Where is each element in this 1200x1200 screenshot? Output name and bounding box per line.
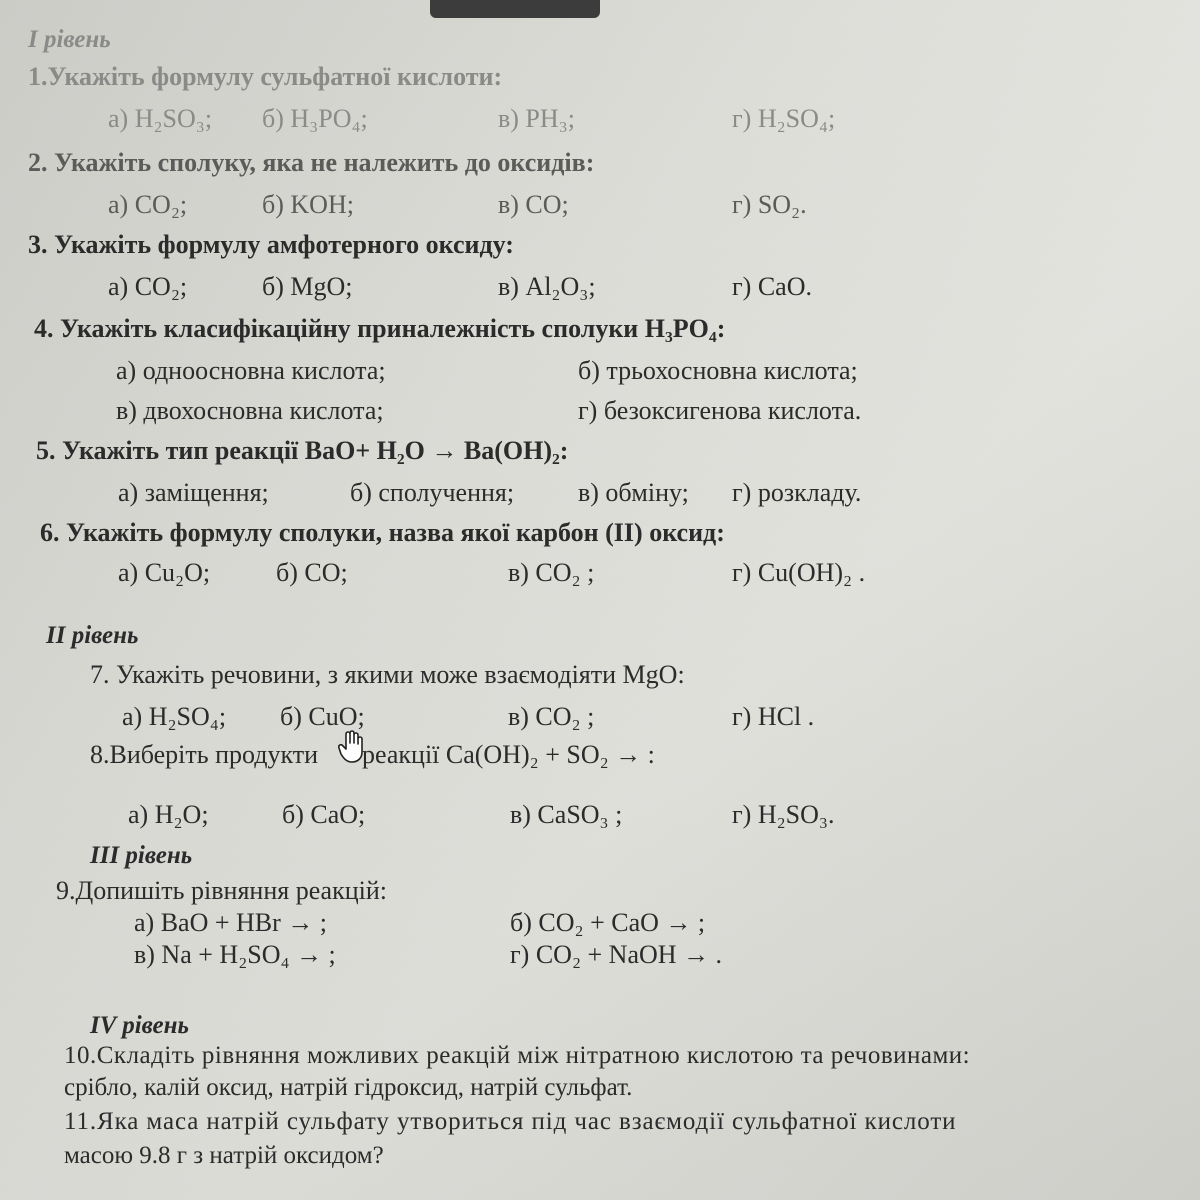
question-8-text-start: 8.Виберіть продукти xyxy=(90,740,319,769)
question-3-text: 3. Укажіть формулу амфотерного оксиду: xyxy=(28,230,514,259)
level-3-heading: III рівень xyxy=(90,842,193,869)
question-1-option-d: г) H₂SO₄; xyxy=(732,104,836,133)
question-9-option-d: г) CO₂ + NaOH → . xyxy=(510,940,723,969)
question-2-option-c: в) CO; xyxy=(498,190,569,219)
question-2-option-b: б) KOH; xyxy=(262,190,354,219)
question-2-text: 2. Укажіть сполуку, яка не належить до оксидів: xyxy=(28,148,595,177)
question-7-text: 7. Укажіть речовини, з якими може взаємодіяти MgO: xyxy=(90,660,685,689)
question-3-option-d: г) CaO. xyxy=(732,272,812,301)
question-7-option-a: а) H₂SO₄; xyxy=(122,702,227,731)
screen-top-bar xyxy=(430,0,600,18)
level-2-heading: II рівень xyxy=(46,622,139,649)
question-3-option-b: б) MgO; xyxy=(262,272,353,301)
question-1-text: 1.Укажіть формулу сульфатної кислоти: xyxy=(28,62,503,91)
question-5-option-a: а) заміщення; xyxy=(118,478,269,507)
question-5-option-b: б) сполучення; xyxy=(350,478,515,507)
question-6-option-c: в) CO₂ ; xyxy=(508,558,595,587)
question-8-option-a: а) H₂O; xyxy=(128,800,209,829)
question-1-option-b: б) H₃PO₄; xyxy=(262,104,368,133)
question-1-option-a: а) H₂SO₃; xyxy=(108,104,213,133)
question-11-line-1: 11.Яка маса натрій сульфату утвориться під час взаємодії сульфатної кислоти xyxy=(64,1108,957,1135)
question-1-option-c: в) PH₃; xyxy=(498,104,575,133)
question-8-option-c: в) CaSO₃ ; xyxy=(510,800,623,829)
question-6-text: 6. Укажіть формулу сполуки, назва якої карбон (II) оксид: xyxy=(40,518,725,547)
question-7-option-b: б) CuO; xyxy=(280,702,365,731)
level-4-heading: IV рівень xyxy=(90,1012,189,1039)
question-5-option-d: г) розкладу. xyxy=(732,478,862,507)
question-11-line-2: масою 9.8 г з натрій оксидом? xyxy=(64,1142,384,1169)
question-6-option-a: а) Cu₂O; xyxy=(118,558,211,587)
question-10-line-1: 10.Складіть рівняння можливих реакцій між нітратною кислотою та речовинами: xyxy=(64,1042,971,1069)
question-9-option-c: в) Na + H₂SO₄ → ; xyxy=(134,940,336,969)
question-3-option-a: а) CO₂; xyxy=(108,272,188,301)
question-6-option-b: б) CO; xyxy=(276,558,348,587)
question-7-option-c: в) CO₂ ; xyxy=(508,702,595,731)
question-8-text-end: реакції Ca(OH)₂ + SO₂ → : xyxy=(362,740,655,769)
question-4-text: 4. Укажіть класифікаційну приналежність сполуки H₃PO₄: xyxy=(34,314,726,343)
question-3-option-c: в) Al₂O₃; xyxy=(498,272,596,301)
question-10-line-2: срібло, калій оксид, натрій гідроксид, натрій сульфат. xyxy=(64,1074,633,1101)
question-9-option-a: а) BaO + HBr → ; xyxy=(134,908,328,937)
question-9-option-b: б) CO₂ + CaO → ; xyxy=(510,908,706,937)
question-2-option-d: г) SO₂. xyxy=(732,190,807,219)
question-4-option-a: а) одноосновна кислота; xyxy=(116,356,386,385)
question-4-option-d: г) безоксигенова кислота. xyxy=(578,396,862,425)
level-1-heading: І рівень xyxy=(28,26,111,53)
question-8-option-d: г) H₂SO₃. xyxy=(732,800,835,829)
question-7-option-d: г) HCl . xyxy=(732,702,815,731)
question-2-option-a: а) CO₂; xyxy=(108,190,188,219)
question-5-option-c: в) обміну; xyxy=(578,478,689,507)
question-4-option-b: б) трьохосновна кислота; xyxy=(578,356,858,385)
question-9-text: 9.Допишіть рівняння реакцій: xyxy=(56,876,387,905)
hand-cursor-icon xyxy=(338,730,364,764)
question-6-option-d: г) Cu(OH)₂ . xyxy=(732,558,866,587)
question-5-text: 5. Укажіть тип реакції BaO+ H₂O → Ba(OH)₂: xyxy=(36,436,569,465)
question-8-option-b: б) CaO; xyxy=(282,800,366,829)
question-4-option-c: в) двохосновна кислота; xyxy=(116,396,384,425)
